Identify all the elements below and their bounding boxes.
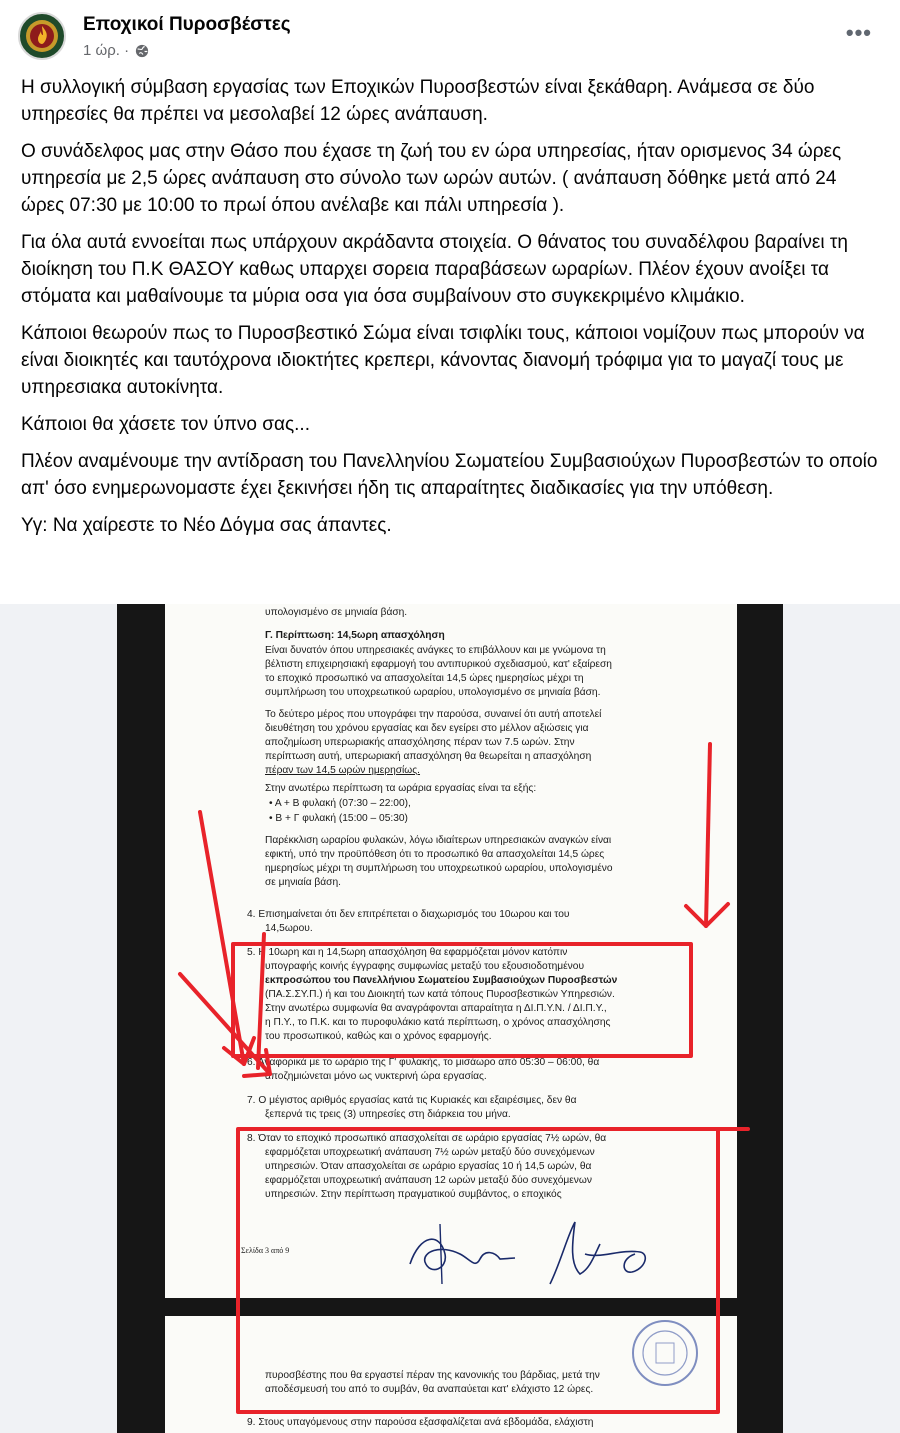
doc-heading: Γ. Περίπτωση: 14,5ωρη απασχόληση [265,630,445,641]
post-image[interactable] [0,604,900,1433]
post-paragraph: Ο συνάδελφος μας στην Θάσο που έχασε τη ζωή του εν ώρα υπηρεσίας, ήταν ορισμενος 34 ώρες υπηρεσία με 2,5 ώρες ανάπαυση στο σύνολο των ωρών αυτών. ( ανάπαυση δόθηκε μετά από 24 ώρες 07:30 με 10:00 το πρωί όπου ανέλαβε και πάλι υπηρεσία ). [21,141,842,216]
doc-line: Είναι δυνατόν όπου υπηρεσιακές ανάγκες το επιβάλλουν και με γνώμονα τη [265,645,606,656]
doc-bullet: • Β + Γ φυλακή (15:00 – 05:30) [269,813,408,824]
doc-line: Στην ανωτέρω περίπτωση τα ωράρια εργασίας είναι τα εξής: [265,783,537,794]
doc-line: υπηρεσιών. Όταν απασχολείται σε ωράριο εργασίας 10 ή 14,5 ωρών, θα [265,1161,592,1172]
fire-emblem-icon [20,14,64,58]
doc-line: υπογραφής κοινής έγγραφης συμφωνίας μεταξύ του εξουσιοδοτημένου [265,961,585,972]
doc-line: περίπτωση αυτή, υπερωριακή απασχόληση θα θεωρείται η απασχόληση [265,751,592,762]
doc-line: εφαρμόζεται υποχρεωτική ανάπαυση 12 ωρών μεταξύ δύο συνεχόμενων [265,1175,592,1186]
doc-line: ξεπερνά τις τρεις (3) υπηρεσίες στη διάρκεια του μήνα. [265,1109,511,1120]
doc-line: ημερησίως μέχρι τη συμπλήρωση του υποχρεωτικού ωραρίου, υπολογισμένο [265,863,613,874]
doc-line: του προσωπικού, καθώς και ο χρόνος εφαρμογής. [265,1031,492,1042]
doc-line: 14,5ωρου. [265,923,313,934]
post-paragraph: Κάποιοι θα χάσετε τον ύπνο σας... [21,414,310,435]
doc-line: αποζημιώνεται μόνο ως νυκτερινή ώρα εργασίας. [265,1071,487,1082]
globe-icon [135,44,149,58]
page-name[interactable]: Εποχικοί Πυροσβέστες [83,14,291,35]
doc-line: 9. Στους υπαγόμενους στην παρούσα εξασφαλίζεται ανά εβδομάδα, ελάχιστη [247,1417,594,1428]
doc-line: διευθέτηση του χρόνου εργασίας και δεν εγείρει στο μέλλον αξιώσεις για [265,723,589,734]
doc-line: εκπροσώπου του Πανελλήνιου Σωματείου Συμβασιούχων Πυροσβεστών [265,975,618,986]
doc-page-number: Σελίδα 3 από 9 [241,1246,290,1255]
doc-line: το εποχικό προσωπικό να απασχολείται 14,5 ώρες ημερησίως μέχρι τη [265,673,584,684]
doc-line: πυροσβέστης που θα εργαστεί πέραν της κανονικής του βάρδιας, μετά την [265,1370,600,1381]
doc-line: εφαρμόζεται υποχρεωτική ανάπαυση 7½ ωρών μεταξύ δύο συνεχόμενων [265,1147,595,1158]
doc-line: Παρέκκλιση ωραρίου φυλακών, λόγω ιδιαίτερων υπηρεσιακών αναγκών είναι [265,835,612,846]
doc-line: αποζημίωση υπερωριακής απασχόλησης πέραν των 7.5 ωρών. Στην [265,737,575,748]
signatures [400,1214,670,1294]
more-options-button[interactable]: ••• [845,20,872,45]
doc-line: Στην ανωτέρω συμφωνία θα αναγράφονται απαραίτητα η ΔΙ.Π.Υ.Ν. / ΔΙ.Π.Υ., [265,1003,607,1014]
doc-line: 6. Αναφορικά με το ωράριο της Γ' φυλακής, το μισάωρο από 05:30 – 06:00, θα [247,1057,600,1068]
post-time[interactable]: 1 ώρ. · [83,42,130,59]
doc-line: 4. Επισημαίνεται ότι δεν επιτρέπεται ο διαχωρισμός του 10ωρου και του [247,909,570,920]
doc-line: εφικτή, υπό την προϋπόθεση ότι το προσωπικό θα απασχολείται 14,5 ώρες [265,849,605,860]
doc-line: υπηρεσιών. Στην περίπτωση πραγματικού συμβάντος, ο εποχικός [265,1189,562,1200]
doc-line: αποδέσμευσή του από το συμβάν, θα αναπαύεται κατ' ελάχιστο 12 ώρες. [265,1384,594,1395]
doc-line: 5. Η 10ωρη και η 14,5ωρη απασχόληση θα εφαρμόζεται μόνον κατόπιν [247,947,568,958]
doc-line: βέλτιστη επιχειρησιακή εφαρμογή του αντιπυρικού σχεδιασμού, κατ' εξαίρεση [265,659,612,670]
post-paragraph: Η συλλογική σύμβαση εργασίας των Εποχικών Πυροσβεστών είναι ξεκάθαρη. Ανάμεσα σε δύο υπηρεσίες θα πρέπει να μεσολαβεί 12 ώρες ανάπαυση. [21,77,815,125]
post-paragraph: Πλέον αναμένουμε την αντίδραση του Πανελληνίου Σωματείου Συμβασιούχων Πυροσβεστών το οποίο απ' όσο ενημερωνομαστε έχει ξεκινήσει ήδη τις απαραίτητες διαδικασίες για την υπόθεση. [21,451,878,499]
page-avatar[interactable] [18,12,66,60]
doc-line: Το δεύτερο μέρος που υπογράφει την παρούσα, συναινεί ότι αυτή αποτελεί [265,709,602,720]
doc-line: υπολογισμένο σε μηνιαία βάση. [265,607,408,618]
document-page-4 [165,1316,737,1433]
doc-line: σε μηνιαία βάση. [265,877,341,888]
document-page-3 [165,604,737,1298]
post-paragraph: Υγ: Να χαίρεστε το Νέο Δόγμα σας άπαντες. [21,515,392,536]
post-header [0,0,900,70]
doc-bullet: • Α + Β φυλακή (07:30 – 22:00), [269,798,411,809]
post-paragraph: Κάποιοι θεωρούν πως το Πυροσβεστικό Σώμα είναι τσιφλίκι τους, κάποιοι νομίζουν πως μπορούν να είναι διοικητές και ταυτόχρονα ιδιοκτήτες κρεπερι, κάνοντας διανομή τρόφιμα για το μαγαζί τους με υπηρεσιακα αυτοκίνητα. [21,323,865,398]
doc-line: 8. Όταν το εποχικό προσωπικό απασχολείται σε ωράριο εργασίας 7½ ωρών, θα [247,1133,607,1144]
doc-line: (ΠΑ.Σ.ΣΥ.Π.) ή και του Διοικητή των κατά τόπους Πυροσβεστικών Υπηρεσιών. [265,989,615,1000]
doc-line: συμπλήρωση του υποχρεωτικού ωραρίου, υπολογισμένο σε μηνιαία βάση. [265,687,601,698]
post-body [21,74,881,549]
doc-line: πέραν των 14,5 ωρών ημερησίως. [265,765,421,776]
doc-line: 7. Ο μέγιστος αριθμός εργασίας κατά τις Κυριακές και εξαιρέσιμες, δεν θα [247,1095,577,1106]
post-meta [83,42,149,59]
doc-line: η Π.Υ., το Π.Κ. και το πυροφυλάκιο κατά περίπτωση, ο χρόνος απασχόλησης [265,1017,611,1028]
post-paragraph: Για όλα αυτά εννοείται πως υπάρχουν ακράδαντα στοιχεία. Ο θάνατος του συναδέλφου βαραίνει τη διοίκηση του Π.Κ ΘΑΣΟΥ καθως υπαρχει σορεια παραβάσεων ωραρίων. Πλέον έχουν ανοίξει τα στόματα και μαθαίνουμε τα μύρια οσα για όσα συμβαίνουν στο συγκεκριμένο κλιμάκιο. [21,232,848,307]
official-stamp [620,1318,710,1388]
